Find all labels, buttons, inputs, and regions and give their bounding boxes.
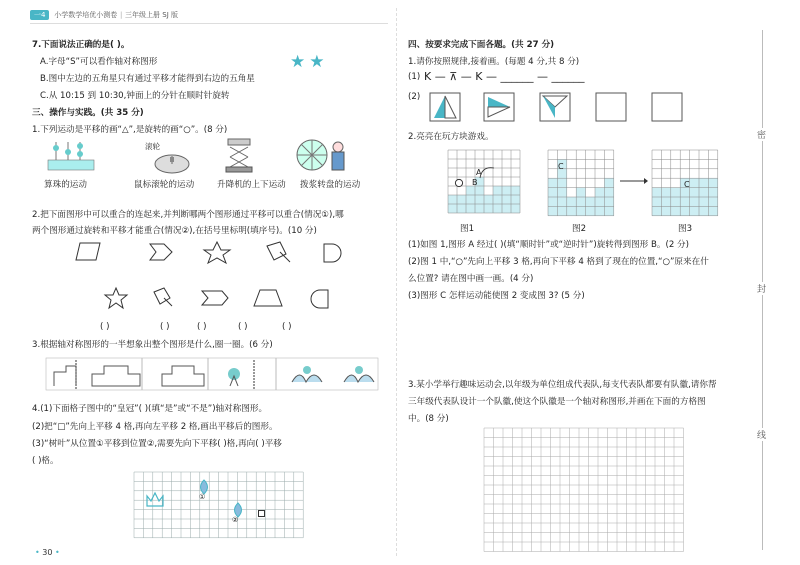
section4-title: 四、按要求完成下面各题。(共 27 分) [408,40,555,50]
page-divider [396,8,397,556]
side-mark-2: 封 [757,282,766,295]
filled-cell [567,197,576,206]
filled-cell [680,197,689,206]
rotation-arc-icon [478,164,498,180]
abacus-picture [46,138,96,172]
filled-cell [699,197,708,206]
filled-cell [652,197,661,206]
filled-cell [448,204,457,213]
r2-q3: (3)图形 C 怎样运动能使图 2 变成图 3? (5 分) [408,291,585,301]
filled-cell [576,188,585,197]
mouse-picture [152,150,192,174]
filled-cell [690,188,699,197]
filled-cell [661,197,670,206]
badge-design-grid[interactable] [484,428,684,554]
r1-p1-label: (1) [408,72,421,82]
s1-caption-3: 升降机的上下运动 [217,180,286,190]
filled-cell [493,186,502,195]
filled-cell [502,195,511,204]
s4-line2: (2)把“□”先向上平移 4 格,再向左平移 2 格,画出平移后的图形。 [32,422,278,432]
filled-cell [586,206,595,215]
s2-blank-2[interactable]: ( ) [160,322,170,332]
r2-stem: 2.亮亮在玩方块游戏。 [408,132,494,142]
scroll-wheel-label: 滚轮 [145,142,160,151]
filled-cell [557,188,566,197]
s1-caption-1: 算珠的运动 [44,180,87,190]
filled-cell [652,206,661,215]
filled-cell [699,188,708,197]
filled-cell [466,186,475,195]
filled-cell [448,195,457,204]
filled-cell [604,188,613,197]
fig2-label-c: C [558,162,564,171]
q7-option-b: B.图中左边的五角星只有通过平移才能得到右边的五角星 [40,74,255,84]
leaf-label-2: ② [232,516,239,524]
filled-cell [708,197,717,206]
figure-2-grid[interactable] [548,150,614,216]
header-badge: 一4 [30,10,49,20]
q7-stars: ★★ [290,52,329,72]
filled-cell [567,206,576,215]
arrow-right-icon [618,176,648,186]
filled-cell [466,204,475,213]
r1-p2-label: (2) [408,92,421,102]
filled-cell [475,195,484,204]
filled-cell [699,178,708,187]
side-mark-1: 密 [757,128,766,141]
q7-option-a: A.字母“S”可以看作轴对称图形 [40,57,158,67]
filled-cell [652,188,661,197]
s4-line3: (3)“树叶”从位置①平移到位置②,需要先向下平移( )格,再向( )平移 [32,439,282,449]
r3-line2: 三年级代表队设计一个队徽,使这个队徽是一个轴对称图形,并画在下面的方格图 [408,397,706,407]
filled-cell [661,206,670,215]
page-number: • 30 • [35,548,60,557]
filled-cell [502,186,511,195]
filled-cell [604,206,613,215]
pattern-row-2 [428,92,698,124]
r2-q2b: 么位置? 请在图中画一画。(4 分) [408,274,534,284]
header: 一4 小学数学培优小测卷 | 三年级上册 SJ 版 [30,10,178,22]
filled-cell [576,206,585,215]
s2-blank-4[interactable]: ( ) [238,322,248,332]
filled-cell [457,195,466,204]
page-dots-left-icon: • [35,548,43,557]
s3-stem: 3.根据轴对称图形的一半想象出整个图形是什么,圈一圈。(6 分) [32,340,273,350]
s2-blank-3[interactable]: ( ) [197,322,207,332]
fig1-label-b: B [472,178,478,187]
filled-cell [680,188,689,197]
fig1-label: 图1 [460,224,475,234]
r1-p1-sequence: K — ⊼ — K — ______ — ______ [424,70,585,83]
section3-title: 三、操作与实践。(共 35 分) [32,108,144,118]
filled-cell [548,188,557,197]
filled-cell [595,188,604,197]
header-grade: 三年级上册 SJ 版 [125,11,178,19]
filled-cell [699,206,708,215]
circle-marker-icon [454,178,464,188]
q7-option-c: C.从 10:15 到 10:30,钟面上的分针在顺时针旋转 [40,91,230,101]
filled-cell [475,204,484,213]
r2-q1: (1)如图 1,图形 A 经过( )(填“顺时针”或“逆时针”)旋转得到图形 B。(2 分) [408,240,689,250]
filled-cell [671,206,680,215]
fig3-label-c: C [684,180,690,189]
small-square [258,510,265,517]
lift-picture [222,137,256,175]
fig3-label: 图3 [678,224,693,234]
filled-cell [548,206,557,215]
filled-cell [708,206,717,215]
filled-cell [671,188,680,197]
filled-cell [680,206,689,215]
filled-cell [671,197,680,206]
filled-cell [484,204,493,213]
r2-q2a: (2)图 1 中,“○”先向上平移 3 格,再向下平移 4 格到了现在的位置,“○”原来在什 [408,257,709,267]
filled-cell [661,188,670,197]
filled-cell [576,197,585,206]
turntable-picture [294,137,350,175]
filled-cell [511,204,520,213]
r3-line3: 中。(8 分) [408,414,449,424]
s2-line1: 2.把下面图形中可以重合的连起来,并判断哪两个图形通过平移可以重合(情况①),哪 [32,210,344,220]
filled-cell [493,204,502,213]
filled-cell [511,186,520,195]
filled-cell [595,197,604,206]
filled-cell [690,197,699,206]
s3-pictures [44,356,384,392]
filled-cell [466,195,475,204]
crown-figure [145,490,165,510]
s2-line2: 两个图形通过旋转和平移才能重合(情况②),在括号里标明(填序号)。(10 分) [32,226,317,236]
page-dots-right-icon: • [52,548,60,557]
filled-cell [548,197,557,206]
filled-cell [511,195,520,204]
fig2-label: 图2 [572,224,587,234]
s2-blank-1[interactable]: ( ) [100,322,110,332]
side-mark-3: 线 [757,428,766,441]
filled-cell [502,204,511,213]
filled-cell [475,186,484,195]
filled-cell [586,197,595,206]
leaf-label-1: ① [199,493,206,501]
filled-cell [708,188,717,197]
filled-cell [604,197,613,206]
filled-cell [690,178,699,187]
s1-stem: 1.下列运动是平移的画“△”,是旋转的画“○”。(8 分) [32,125,228,135]
s2-blank-5[interactable]: ( ) [282,322,292,332]
filled-cell [457,204,466,213]
s2-shapes-top [72,240,372,264]
filled-cell [708,178,717,187]
s1-caption-4: 拨浆转盘的运动 [300,180,361,190]
s1-caption-2: 鼠标滚轮的运动 [134,180,195,190]
filled-cell [690,206,699,215]
filled-cell [557,206,566,215]
filled-cell [595,206,604,215]
s4-line4: ( )格。 [32,456,59,466]
filled-cell [548,178,557,187]
filled-cell [557,197,566,206]
s4-line1: 4.(1)下面格子图中的“皇冠”( )(填“是”或“不是”)轴对称图形。 [32,404,268,414]
filled-cell [604,178,613,187]
q7-stem: 7.下面说法正确的是( )。 [32,40,130,50]
filled-cell [484,195,493,204]
filled-cell [493,195,502,204]
filled-cell [557,178,566,187]
r1-stem: 1.请你按照规律,接着画。(每题 4 分,共 8 分) [408,57,580,67]
r3-line1: 3.某小学举行趣味运动会,以年级为单位组成代表队,每支代表队都要有队徽,请你帮 [408,380,717,390]
header-series: 小学数学培优小测卷 [54,11,118,19]
fig1-label-a: A [476,168,482,177]
s2-shapes-bottom [102,286,382,310]
